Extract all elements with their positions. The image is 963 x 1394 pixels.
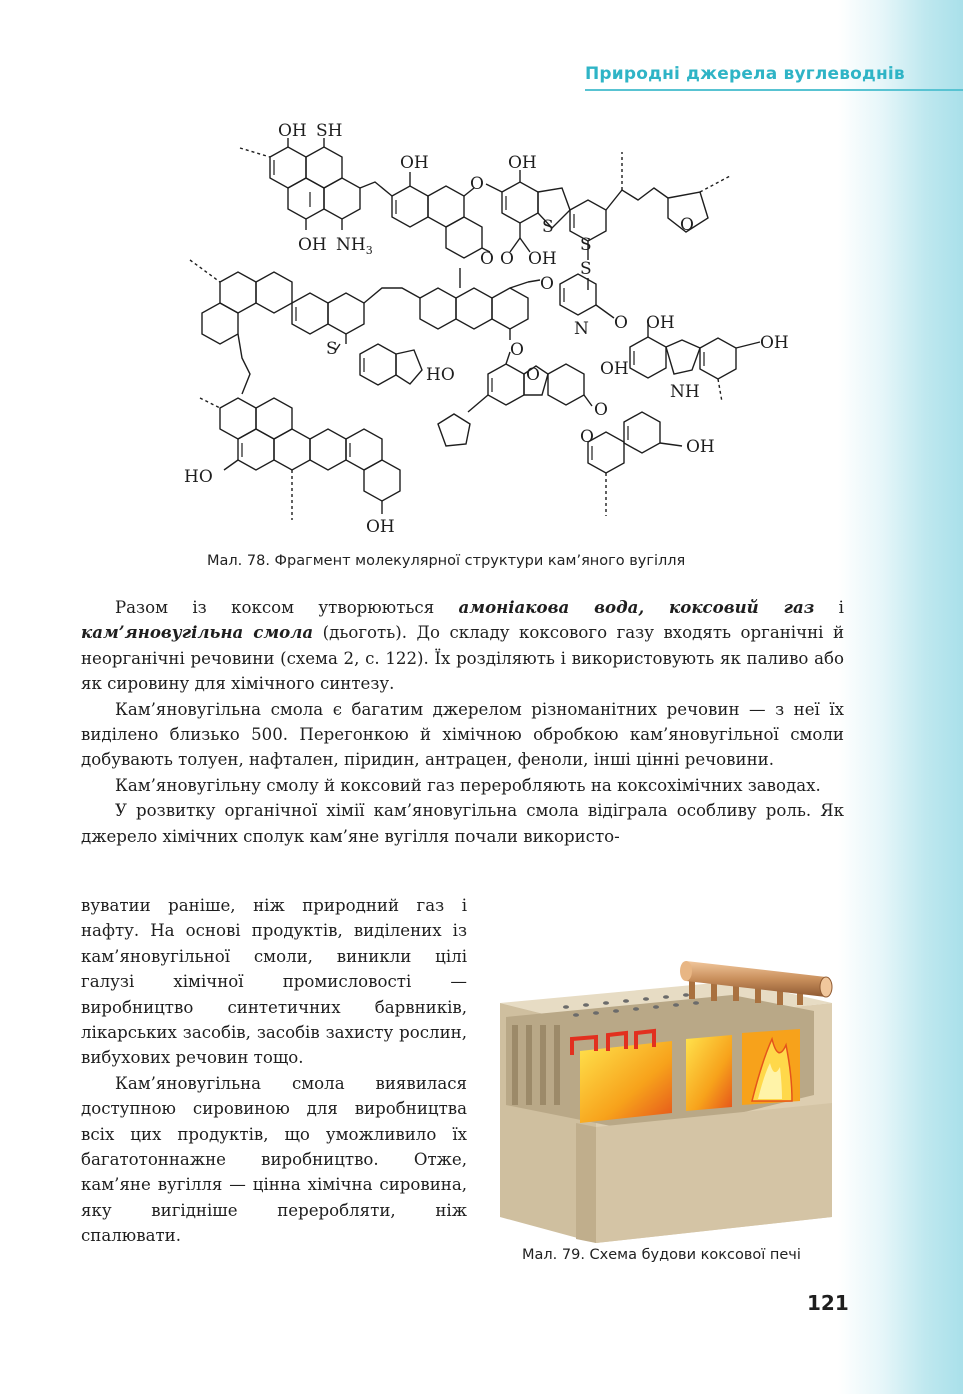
label-o: O bbox=[500, 249, 514, 269]
body-text-full-width bbox=[81, 595, 844, 849]
body-text-column bbox=[81, 893, 467, 1249]
label-nh3: $NH_3$ bbox=[336, 235, 373, 257]
figure-78-caption: Мал. 78. Фрагмент молекулярної структури кам’яного вугілля bbox=[207, 553, 686, 569]
paragraph-1: Разом із коксом утворюються амоніакова вода, коксовий газ і кам’яновугільна смола (дьоготь). До складу коксового газу входять органічні й неорганічні речовини (схема 2, с. 122). Їх розділяють і використовують як паливо або як сировину для хімічного синтезу. bbox=[81, 597, 844, 694]
label-s: S bbox=[580, 259, 592, 279]
label-o: O bbox=[510, 340, 524, 360]
label-o: O bbox=[594, 400, 608, 420]
figure-79-caption: Мал. 79. Схема будови коксової печі bbox=[522, 1247, 801, 1263]
coal-molecule-diagram bbox=[170, 112, 810, 544]
label-oh: OH bbox=[528, 249, 557, 269]
side-color-band bbox=[838, 0, 963, 1394]
label-ho: HO bbox=[426, 365, 455, 385]
label-oh: OH bbox=[686, 437, 715, 457]
label-oh: OH bbox=[400, 153, 429, 173]
label-o: O bbox=[480, 249, 494, 269]
page-number: 121 bbox=[807, 1291, 849, 1315]
label-nh: NH bbox=[670, 382, 700, 402]
label-o: O bbox=[526, 365, 540, 385]
paragraph-2: Кам’яновугільна смола є багатим джерелом різноманітних речовин — з неї їх виділено близько 500. Перегонкою й хімічною обробкою кам’яновугільної смоли добувають толуен, нафтален, піридин, антрацен, феноли, інші цінні речовини. bbox=[81, 699, 844, 770]
paragraph-5: Кам’яновугільна смола виявилася доступною сировиною для виробництва всіх цих продуктів, що уможливило їх багатотоннажне виробництво. Отже, кам’яне вугілля — цінна хімічна сировина, яку вигідніше переробляти, ніж спалювати. bbox=[81, 1073, 467, 1246]
header-rule bbox=[585, 89, 963, 91]
label-s: S bbox=[326, 339, 338, 359]
label-s: S bbox=[542, 217, 554, 237]
paragraph-4-continued: вуватии раніше, ніж природний газ і нафту. На основі продуктів, виділених із кам’яновугільної смоли, виникли цілі галузі хімічної промисловості — виробництво синтетичних барвників, лікарських засобів, засобів захисту рослин, вибухових речовин тощо. bbox=[81, 896, 467, 1068]
label-oh: OH bbox=[366, 517, 395, 537]
paragraph-3: Кам’яновугільну смолу й коксовий газ переробляють на коксохімічних заводах. bbox=[115, 775, 821, 795]
label-oh: OH bbox=[646, 313, 675, 333]
label-o: O bbox=[540, 274, 554, 294]
paragraph-4-start: У розвитку органічної хімії кам’яновугільна смола відіграла особливу роль. Як джерело хімічних сполук кам’яне вугілля почали використо- bbox=[81, 801, 844, 846]
label-o: O bbox=[614, 313, 628, 333]
label-sh: SH bbox=[316, 121, 343, 141]
label-o: O bbox=[680, 215, 694, 235]
label-oh: OH bbox=[508, 153, 537, 173]
label-oh: OH bbox=[278, 121, 307, 141]
running-header: Природні джерела вуглеводнів bbox=[585, 64, 905, 84]
coke-oven-illustration bbox=[496, 955, 836, 1245]
label-o: O bbox=[470, 174, 484, 194]
label-s: S bbox=[580, 235, 592, 255]
label-ho: HO bbox=[184, 467, 213, 487]
label-oh: OH bbox=[298, 235, 327, 255]
label-oh: OH bbox=[760, 333, 789, 353]
label-n: N bbox=[574, 319, 589, 339]
label-o: O bbox=[580, 427, 594, 447]
label-oh: OH bbox=[600, 359, 629, 379]
